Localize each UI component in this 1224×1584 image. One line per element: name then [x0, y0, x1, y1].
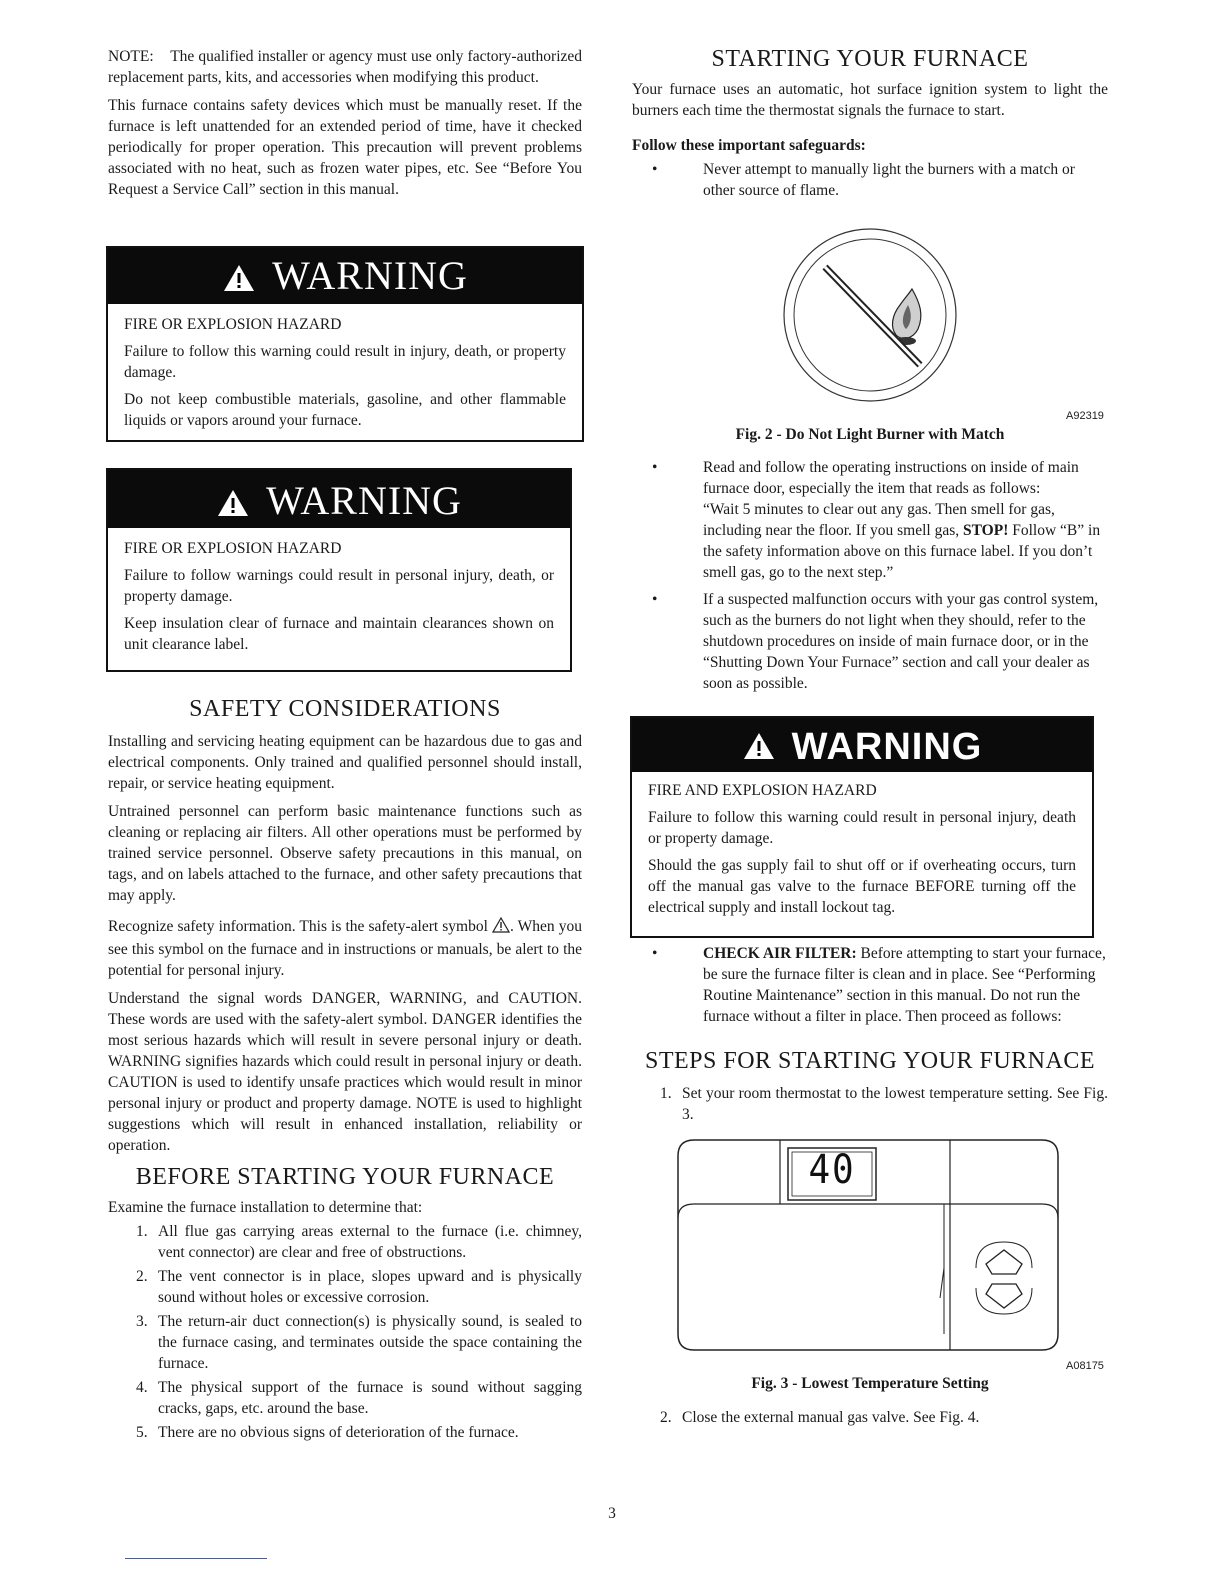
stop-word: STOP!	[963, 522, 1009, 539]
before-starting-section	[108, 1164, 582, 1446]
note-label: NOTE:	[108, 48, 154, 65]
warning-text: Failure to follow this warning could result in personal injury, death or property damage.	[648, 809, 1076, 847]
before-intro: Examine the furnace installation to determine that:	[108, 1199, 423, 1216]
note-text: The qualified installer or agency must use only factory-authorized replacement parts, kits, and accessories when modifying this product.	[108, 48, 583, 86]
list-item: 1. Set your room thermostat to the lowest temperature setting. See Fig. 3.	[660, 1085, 1108, 1123]
steps-list	[632, 1407, 1108, 1428]
operating-bullets	[632, 457, 1108, 700]
safety-alert-text: . When you see this symbol on the furnace and in instructions or manuals, be alert to the potential for personal injury.	[108, 918, 582, 979]
check-filter-label: CHECK AIR FILTER:	[703, 945, 857, 962]
check-filter-bullet	[632, 943, 1108, 1033]
section-heading: BEFORE STARTING YOUR FURNACE	[135, 1164, 555, 1190]
warning-triangle-icon	[216, 474, 250, 536]
warning-box-1	[106, 246, 584, 442]
warning-heading: WARNING	[272, 253, 468, 298]
safety-section	[108, 696, 582, 1156]
list-item: • Read and follow the operating instructions on inside of main furnace door, especially the item that reads as follows: “Wait 5 minutes to clear out any gas. Then smell for gas, including near the floor. If you smell gas, STOP! Follow “B” in the safety information above on this furnace label. If you don’t smell gas, go to the next step.”	[652, 459, 1101, 581]
footer-rule	[125, 1558, 267, 1559]
section-heading: STEPS FOR STARTING YOUR FURNACE	[645, 1048, 1095, 1074]
list-item: 2. Close the external manual gas valve. See Fig. 4.	[660, 1409, 980, 1426]
filter-list	[632, 943, 1108, 1027]
figure-code: A92319	[1066, 410, 1104, 422]
figure-caption: Fig. 3 - Lowest Temperature Setting	[751, 1375, 989, 1392]
safeguards-label: Follow these important safeguards:	[632, 137, 866, 154]
warning-banner	[632, 718, 1092, 772]
safety-alert-symbol-icon	[492, 917, 510, 939]
warning-text: Keep insulation clear of furnace and maintain clearances shown on unit clearance label.	[124, 615, 554, 653]
safety-paragraph: Installing and servicing heating equipment can be hazardous due to gas and electrical components. Only trained and qualified personnel should install, repair, or service heating equipment.	[108, 733, 582, 792]
safety-alert-text: Recognize safety information. This is the safety-alert symbol	[108, 918, 488, 935]
safeguards-list	[632, 159, 1108, 201]
list-item: 5. There are no obvious signs of deterioration of the furnace.	[136, 1424, 519, 1441]
steps-list	[632, 1083, 1108, 1125]
step-two	[632, 1407, 1108, 1431]
list-item: 2. The vent connector is in place, slopes upward and is physically sound without holes or excessive corrosion.	[136, 1268, 582, 1306]
warning-title: FIRE OR EXPLOSION HAZARD	[124, 316, 342, 333]
warning-text: Should the gas supply fail to shut off or if overheating occurs, turn off the manual gas valve to the furnace BEFORE turning off the electrical supply and install lockout tag.	[648, 857, 1076, 916]
safety-paragraph: Untrained personnel can perform basic maintenance functions such as cleaning or replacing air filters. All other operations must be performed by trained service personnel. Observe safety precautions in this manual, on tags, and on labels attached to the furnace, and other safety precautions that may apply.	[108, 803, 582, 904]
list-item: 4. The physical support of the furnace is sound without sagging cracks, gaps, etc. around the base.	[136, 1379, 582, 1417]
warning-triangle-icon	[742, 720, 776, 778]
left-column	[108, 46, 582, 200]
warning-heading: WARNING	[791, 726, 983, 768]
warning-banner	[108, 248, 582, 304]
list-item: 1. All flue gas carrying areas external to the furnace (i.e. chimney, vent connector) are clear and free of obstructions.	[136, 1223, 582, 1261]
list-item: • CHECK AIR FILTER: Before attempting to start your furnace, be sure the furnace filter is clean and in place. See “Performing Routine Maintenance” section in this manual. Do not run the furnace without a filter in place. Then proceed as follows:	[652, 945, 1106, 1025]
starting-intro: Your furnace uses an automatic, hot surface ignition system to light the burners each time the thermostat signals the furnace to start.	[632, 81, 1108, 119]
warning-box-2	[106, 468, 572, 672]
thermostat-illustration	[676, 1138, 1060, 1352]
reset-paragraph: This furnace contains safety devices which must be manually reset. If the furnace is left unattended for an extended period of time, have it checked periodically for proper operation. This precaution will prevent problems associated with no heat, such as frozen water pipes, etc. See “Before You Request a Service Call” section in this manual.	[108, 97, 582, 198]
note-paragraph	[108, 46, 582, 88]
figure-caption: Fig. 2 - Do Not Light Burner with Match	[735, 426, 1005, 443]
warning-triangle-icon	[222, 252, 256, 308]
safety-alert-paragraph	[108, 916, 582, 981]
temperature-display: 40	[808, 1147, 856, 1193]
warning-box-3	[630, 716, 1094, 938]
warning-text: Failure to follow this warning could result in injury, death, or property damage.	[124, 343, 566, 381]
no-match-illustration	[780, 225, 960, 405]
operating-list	[632, 457, 1108, 694]
safety-paragraph: Understand the signal words DANGER, WARNING, and CAUTION. These words are used with the safety-alert symbol. DANGER identifies the most serious hazards which will result in severe personal injury or death. WARNING signifies hazards which could result in personal injury or death. CAUTION is used to identify unsafe practices which would result in minor personal injury or product and property damage. NOTE is used to highlight suggestions which will result in enhanced installation, reliability or operation.	[108, 990, 582, 1154]
section-heading: SAFETY CONSIDERATIONS	[189, 696, 501, 722]
page-number: 3	[608, 1505, 616, 1522]
warning-title: FIRE OR EXPLOSION HAZARD	[124, 540, 342, 557]
steps-section	[632, 1048, 1108, 1128]
figure-code: A08175	[1066, 1360, 1104, 1372]
starting-section	[632, 46, 1108, 207]
section-heading: STARTING YOUR FURNACE	[711, 46, 1029, 72]
warning-text: Do not keep combustible materials, gasoline, and other flammable liquids or vapors around your furnace.	[124, 391, 566, 429]
list-item: • Never attempt to manually light the burners with a match or other source of flame.	[652, 161, 1075, 199]
list-item: 3. The return-air duct connection(s) is physically sound, is sealed to the furnace casing, and terminates outside the space containing the furnace.	[136, 1313, 582, 1372]
warning-title: FIRE AND EXPLOSION HAZARD	[648, 782, 877, 799]
checklist	[108, 1221, 582, 1443]
warning-text: Failure to follow warnings could result in personal injury, death, or property damage.	[124, 567, 554, 605]
list-item: • If a suspected malfunction occurs with your gas control system, such as the burners do not light when they should, refer to the shutdown procedures on inside of main furnace door, or in the “Shutting Down Your Furnace” section and call your dealer as soon as possible.	[652, 591, 1099, 692]
warning-banner	[108, 470, 570, 528]
warning-heading: WARNING	[266, 478, 462, 523]
